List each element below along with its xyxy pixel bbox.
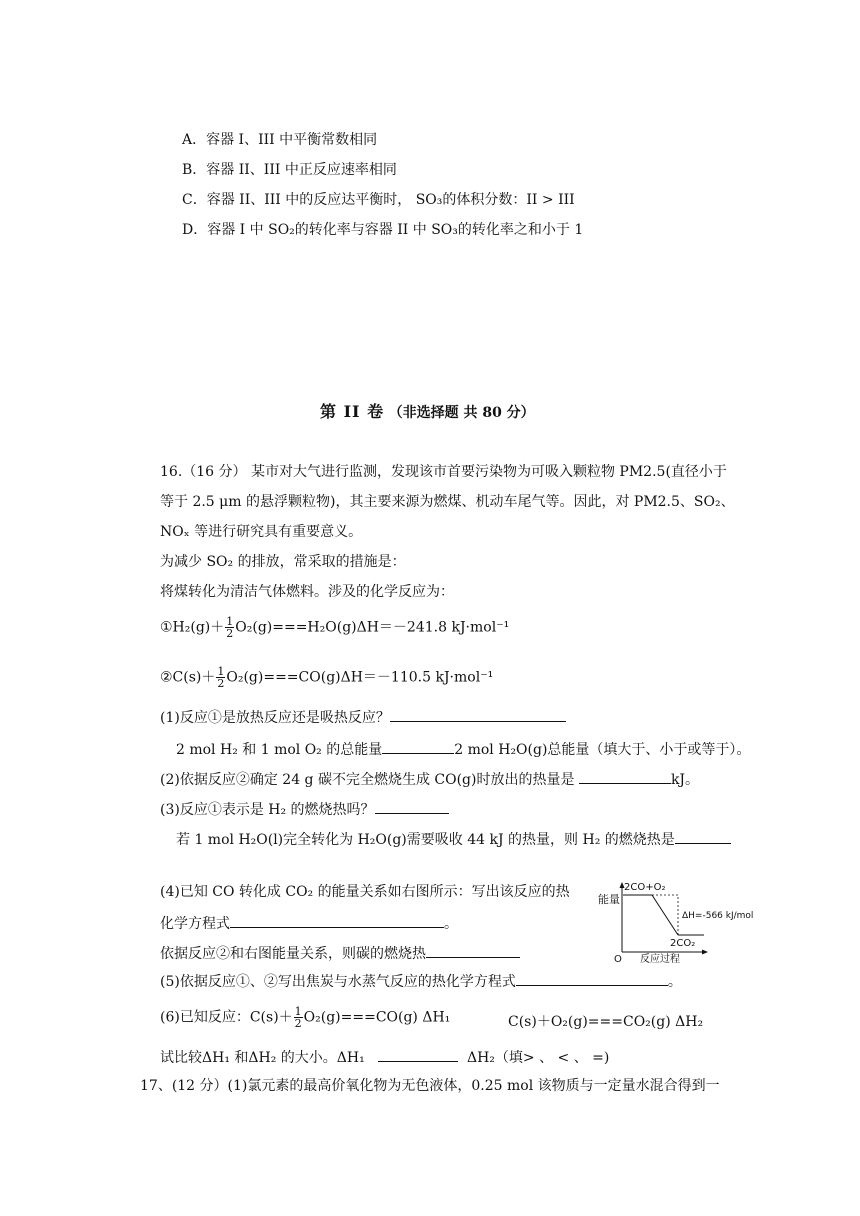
q16-part4a: (4)已知 CO 转化成 CO₂ 的能量关系如右图所示：写出该反应的热 xyxy=(160,884,570,900)
equation-1-left: ①H₂(g)＋ xyxy=(160,619,225,636)
q16-part4c xyxy=(160,942,520,964)
option-a: A．容器 I、III 中平衡常数相同 xyxy=(182,132,378,148)
q16-part1b xyxy=(176,738,750,760)
answer-blank[interactable] xyxy=(375,798,449,814)
q16-part1a-text: (1)反应①是放热反应还是吸热反应？ xyxy=(160,710,390,726)
q16-part6-right: C(s)＋O₂(g)===CO₂(g) ΔH₂ xyxy=(508,1014,704,1030)
q16-coal-conversion: 将煤转化为清洁气体燃料。涉及的化学反应为： xyxy=(160,584,454,600)
q16-part2 xyxy=(160,768,699,790)
fraction-half xyxy=(225,616,234,639)
q16-part5-pre: (5)依据反应①、②写出焦炭与水蒸气反应的热化学方程式 xyxy=(160,974,516,990)
answer-blank[interactable] xyxy=(426,942,520,958)
fraction-denominator: 2 xyxy=(226,627,234,640)
q16-part1a xyxy=(160,706,566,728)
diagram-ylabel: 能量 xyxy=(598,893,620,906)
fraction-numerator: 1 xyxy=(294,1005,302,1018)
q16-part1b-post: 2 mol H₂O(g)总能量（填大于、小于或等于）。 xyxy=(454,742,751,758)
q16-part4b xyxy=(160,912,458,934)
diagram-xlabel: 反应过程 xyxy=(640,954,680,964)
q16-part6-pre: (6)已知反应：C(s)＋ xyxy=(160,1009,293,1026)
fraction-numerator: 1 xyxy=(217,665,225,678)
fraction-numerator: 1 xyxy=(226,615,234,628)
energy-diagram xyxy=(596,880,756,964)
diagram-top-label: 2CO+O₂ xyxy=(624,882,666,893)
equation-2 xyxy=(160,666,493,689)
answer-blank[interactable] xyxy=(579,768,671,784)
q16-part6 xyxy=(160,1006,450,1029)
answer-blank[interactable] xyxy=(516,970,668,986)
q16-part5-post: 。 xyxy=(667,974,682,990)
q16-part3b xyxy=(176,828,731,850)
q16-part1b-pre: 2 mol H₂ 和 1 mol O₂ 的总能量 xyxy=(176,742,383,758)
fraction-denominator: 2 xyxy=(294,1017,302,1030)
diagram-bottom-label: 2CO₂ xyxy=(670,938,696,949)
q16-part4c-text: 依据反应②和右图能量关系，则碳的燃烧热 xyxy=(160,946,426,962)
q16-part3b-text: 若 1 mol H₂O(l)完全转化为 H₂O(g)需要吸收 44 kJ 的热量，则 H₂ 的燃烧热是 xyxy=(176,832,675,848)
section-title: 第 II 卷 xyxy=(320,402,385,421)
equation-2-right: O₂(g)===CO(g)ΔH＝－110.5 kJ·mol⁻¹ xyxy=(226,669,494,686)
q16-part2-pre: (2)依据反应②确定 24 g 碳不完全燃烧生成 CO(g)时放出的热量是 xyxy=(160,772,579,788)
q16-part3a xyxy=(160,798,449,820)
section-heading xyxy=(320,402,535,423)
answer-blank[interactable] xyxy=(382,738,454,754)
q16-part6b-post: ΔH₂（填> 、 < 、 =) xyxy=(466,1050,610,1066)
fraction-half xyxy=(216,666,225,689)
equation-1 xyxy=(160,616,509,639)
q16-intro-line2: 等于 2.5 μm 的悬浮颗粒物)，其主要来源为燃煤、机动车尾气等。因此，对 PM2.5、SO₂、 xyxy=(160,494,735,510)
q16-part5 xyxy=(160,970,682,992)
answer-blank[interactable] xyxy=(390,706,566,722)
section-subtitle: （非选择题 共 80 分） xyxy=(388,405,535,421)
q17-line1: 17、(12 分）(1)氯元素的最高价氧化物为无色液体，0.25 mol 该物质与一定量水混合得到一 xyxy=(140,1078,720,1094)
answer-blank[interactable] xyxy=(675,828,731,844)
q16-part6b xyxy=(160,1046,609,1068)
energy-drop-line xyxy=(652,895,678,935)
option-d: D．容器 I 中 SO₂的转化率与容器 II 中 SO₃的转化率之和小于 1 xyxy=(182,222,584,238)
q16-part4b-post: 。 xyxy=(444,916,458,932)
option-c: C．容器 II、III 中的反应达平衡时， SO₃的体积分数：II > III xyxy=(182,192,575,208)
diagram-origin: O xyxy=(614,954,622,964)
equation-2-left: ②C(s)＋ xyxy=(160,669,216,686)
q16-intro-line1: 16.（16 分） 某市对大气进行监测，发现该市首要污染物为可吸入颗粒物 PM2.5(直径小于 xyxy=(160,464,727,480)
option-b: B．容器 II、III 中正反应速率相同 xyxy=(182,162,397,178)
q16-part2-post: kJ。 xyxy=(670,772,700,788)
q16-intro-line3: NOₓ 等进行研究具有重要意义。 xyxy=(160,524,363,540)
fraction-denominator: 2 xyxy=(217,677,225,690)
reaction-axis-arrow xyxy=(702,950,708,955)
q16-part3a-text: (3)反应①表示是 H₂ 的燃烧热吗？ xyxy=(160,802,375,818)
answer-blank[interactable] xyxy=(378,1046,458,1062)
q16-so2-measure: 为减少 SO₂ 的排放，常采取的措施是： xyxy=(160,554,406,570)
equation-1-right: O₂(g)===H₂O(g)ΔH＝－241.8 kJ·mol⁻¹ xyxy=(235,619,510,636)
q16-part4b-pre: 化学方程式 xyxy=(160,916,230,932)
diagram-dh-label: ΔH=-566 kJ/mol xyxy=(682,911,754,921)
q16-part6-mid: O₂(g)===CO(g) ΔH₁ xyxy=(303,1009,451,1026)
q16-part6b-pre: 试比较ΔH₁ 和ΔH₂ 的大小。ΔH₁ xyxy=(160,1050,365,1066)
fraction-half xyxy=(294,1006,303,1029)
answer-blank[interactable] xyxy=(230,912,444,928)
